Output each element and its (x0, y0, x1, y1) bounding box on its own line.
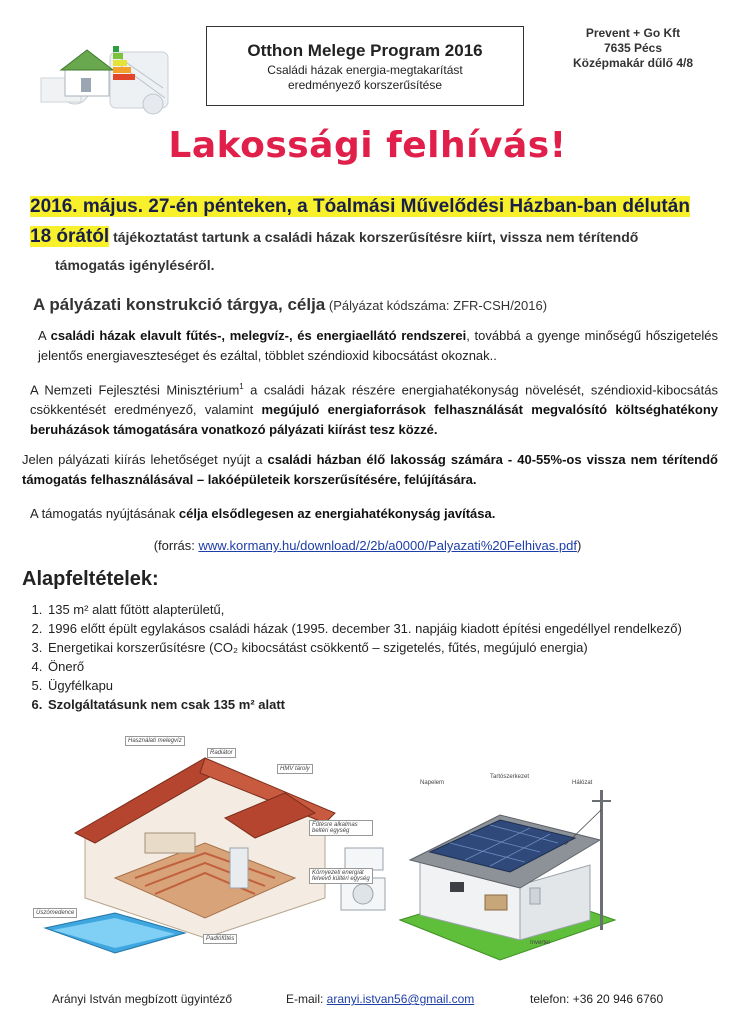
label-outdoor-unit: Környezeti energiát felvevő kültéri egység (309, 868, 373, 884)
company-street: Középmakár dűlő 4/8 (572, 56, 694, 70)
label-radiator: Radiátor (207, 748, 236, 758)
label-solar-panel: Napelem (420, 780, 445, 786)
footer-agent: Arányi István megbízott ügyintéző (52, 992, 233, 1006)
label-pool: Úszómedence (33, 908, 77, 918)
paragraph-4 (30, 504, 720, 524)
condition-item: 6. Szolgáltatásunk nem csak 135 m² alatt (46, 695, 735, 714)
label-hmv-tank: HMV tároly (277, 764, 313, 774)
source-prefix: (forrás: (153, 538, 199, 553)
program-title: Otthon Melege Program 2016 (247, 41, 483, 60)
p3-text-bold: családi házban élő lakosság számára - 40-55%-os vissza nem térítendő támogatás felhasználásával – lakóépületeik korszerűsítésére, felújítására. (22, 452, 718, 487)
conditions-list (22, 600, 735, 714)
event-date-line (30, 196, 690, 218)
label-inverter: Inverter (530, 940, 551, 946)
condition-item: 2. 1996 előtt épült egylakásos családi házak (1995. december 31. napjáig kiadott építési engedéllyel rendelkező) (46, 619, 735, 638)
p2-text-bold: megújuló energiaforrások felhasználását megvalósító költséghatékony beruházások támogatására vonatkozó pályázati kiírást tesz közzé. (30, 402, 718, 438)
condition-item: 4. Önerő (46, 657, 735, 676)
source-link[interactable]: www.kormany.hu/download/2/2b/a0000/Palyazati%20Felhivas.pdf (198, 538, 577, 553)
footer-email (286, 992, 474, 1006)
paragraph-3 (22, 450, 718, 490)
solar-house-illustration (390, 770, 620, 970)
program-subtitle-2: eredményező korszerűsítése (287, 78, 443, 92)
p4-text-bold: célja elsődlegesen az energiahatékonyság javítása. (178, 506, 496, 521)
label-floor-heating: Padlófűtés (203, 934, 237, 944)
paragraph-1 (38, 326, 718, 366)
section-title (33, 295, 547, 315)
event-time-line (30, 226, 720, 248)
program-subtitle-1: Családi házak energia-megtakarítást (267, 63, 463, 77)
section-code: (Pályázat kódszáma: ZFR-CSH/2016) (325, 298, 548, 313)
email-label: E-mail: (286, 992, 327, 1006)
label-grid: Hálózat (572, 780, 593, 786)
section-title-text: A pályázati konstrukció tárgya, célja (33, 295, 326, 314)
event-description-end: támogatás igényléséről. (55, 257, 215, 273)
condition-item: 3. Energetikai korszerűsítésre (CO₂ kibocsátást csökkentő – szigetelés, fűtés, megújuló energia) (46, 638, 735, 657)
energy-house-logo (35, 38, 170, 118)
footer-phone: telefon: +36 20 946 6760 (530, 992, 664, 1006)
label-indoor-unit: Fűtésre alkalmas beltéri egység (309, 820, 373, 836)
source-line (0, 538, 735, 553)
program-header-box (206, 26, 524, 106)
p1-text-c: , továbbá a gyenge minőségű hőszigetelés jelentős energiaveszteséget és ezáltal, többlet széndioxid kibocsátást okoznak.. (38, 328, 718, 363)
condition-item: 1. 135 m² alatt fűtött alapterületű, (46, 600, 735, 619)
event-date-highlight: 2016. május. 27-én pénteken, a Tóalmási Művelődési Házban-ban délután (30, 196, 690, 217)
company-city: 7635 Pécs (603, 41, 663, 55)
heat-pump-house-illustration (25, 728, 395, 968)
p1-text-bold: családi házak elavult fűtés-, melegvíz-, és energiaellátó rendszerei (50, 328, 467, 343)
label-hot-water: Használati melegvíz (125, 736, 185, 746)
email-link[interactable]: aranyi.istvan56@gmail.com (326, 992, 475, 1006)
company-address (553, 26, 713, 71)
p4-text-a: A támogatás nyújtásának (30, 506, 179, 521)
conditions-title: Alapfeltételek: (22, 568, 159, 590)
condition-item: 5. Ügyfélkapu (46, 676, 735, 695)
label-mounting: Tartószerkezet (490, 774, 530, 780)
source-suffix: ) (576, 538, 582, 553)
page-title: Lakossági felhívás! (168, 125, 567, 166)
event-time-highlight: 18 órától (30, 226, 110, 247)
company-name: Prevent + Go Kft (585, 26, 681, 40)
event-description: tájékoztatást tartunk a családi házak korszerűsítésre kiírt, vissza nem térítendő (109, 229, 639, 245)
footnote-marker: 1 (239, 382, 244, 391)
p2-text-b: a családi házak részére energiahatékonyság növelését, széndioxid-kibocsátás csökkentését eredményező, valamint (30, 382, 718, 418)
p2-text-a: A Nemzeti Fejlesztési Minisztérium (30, 382, 240, 398)
p1-text-a: A (38, 328, 51, 343)
paragraph-2 (30, 377, 718, 440)
p3-text-a: Jelen pályázati kiírás lehetőséget nyújt a (22, 452, 268, 467)
